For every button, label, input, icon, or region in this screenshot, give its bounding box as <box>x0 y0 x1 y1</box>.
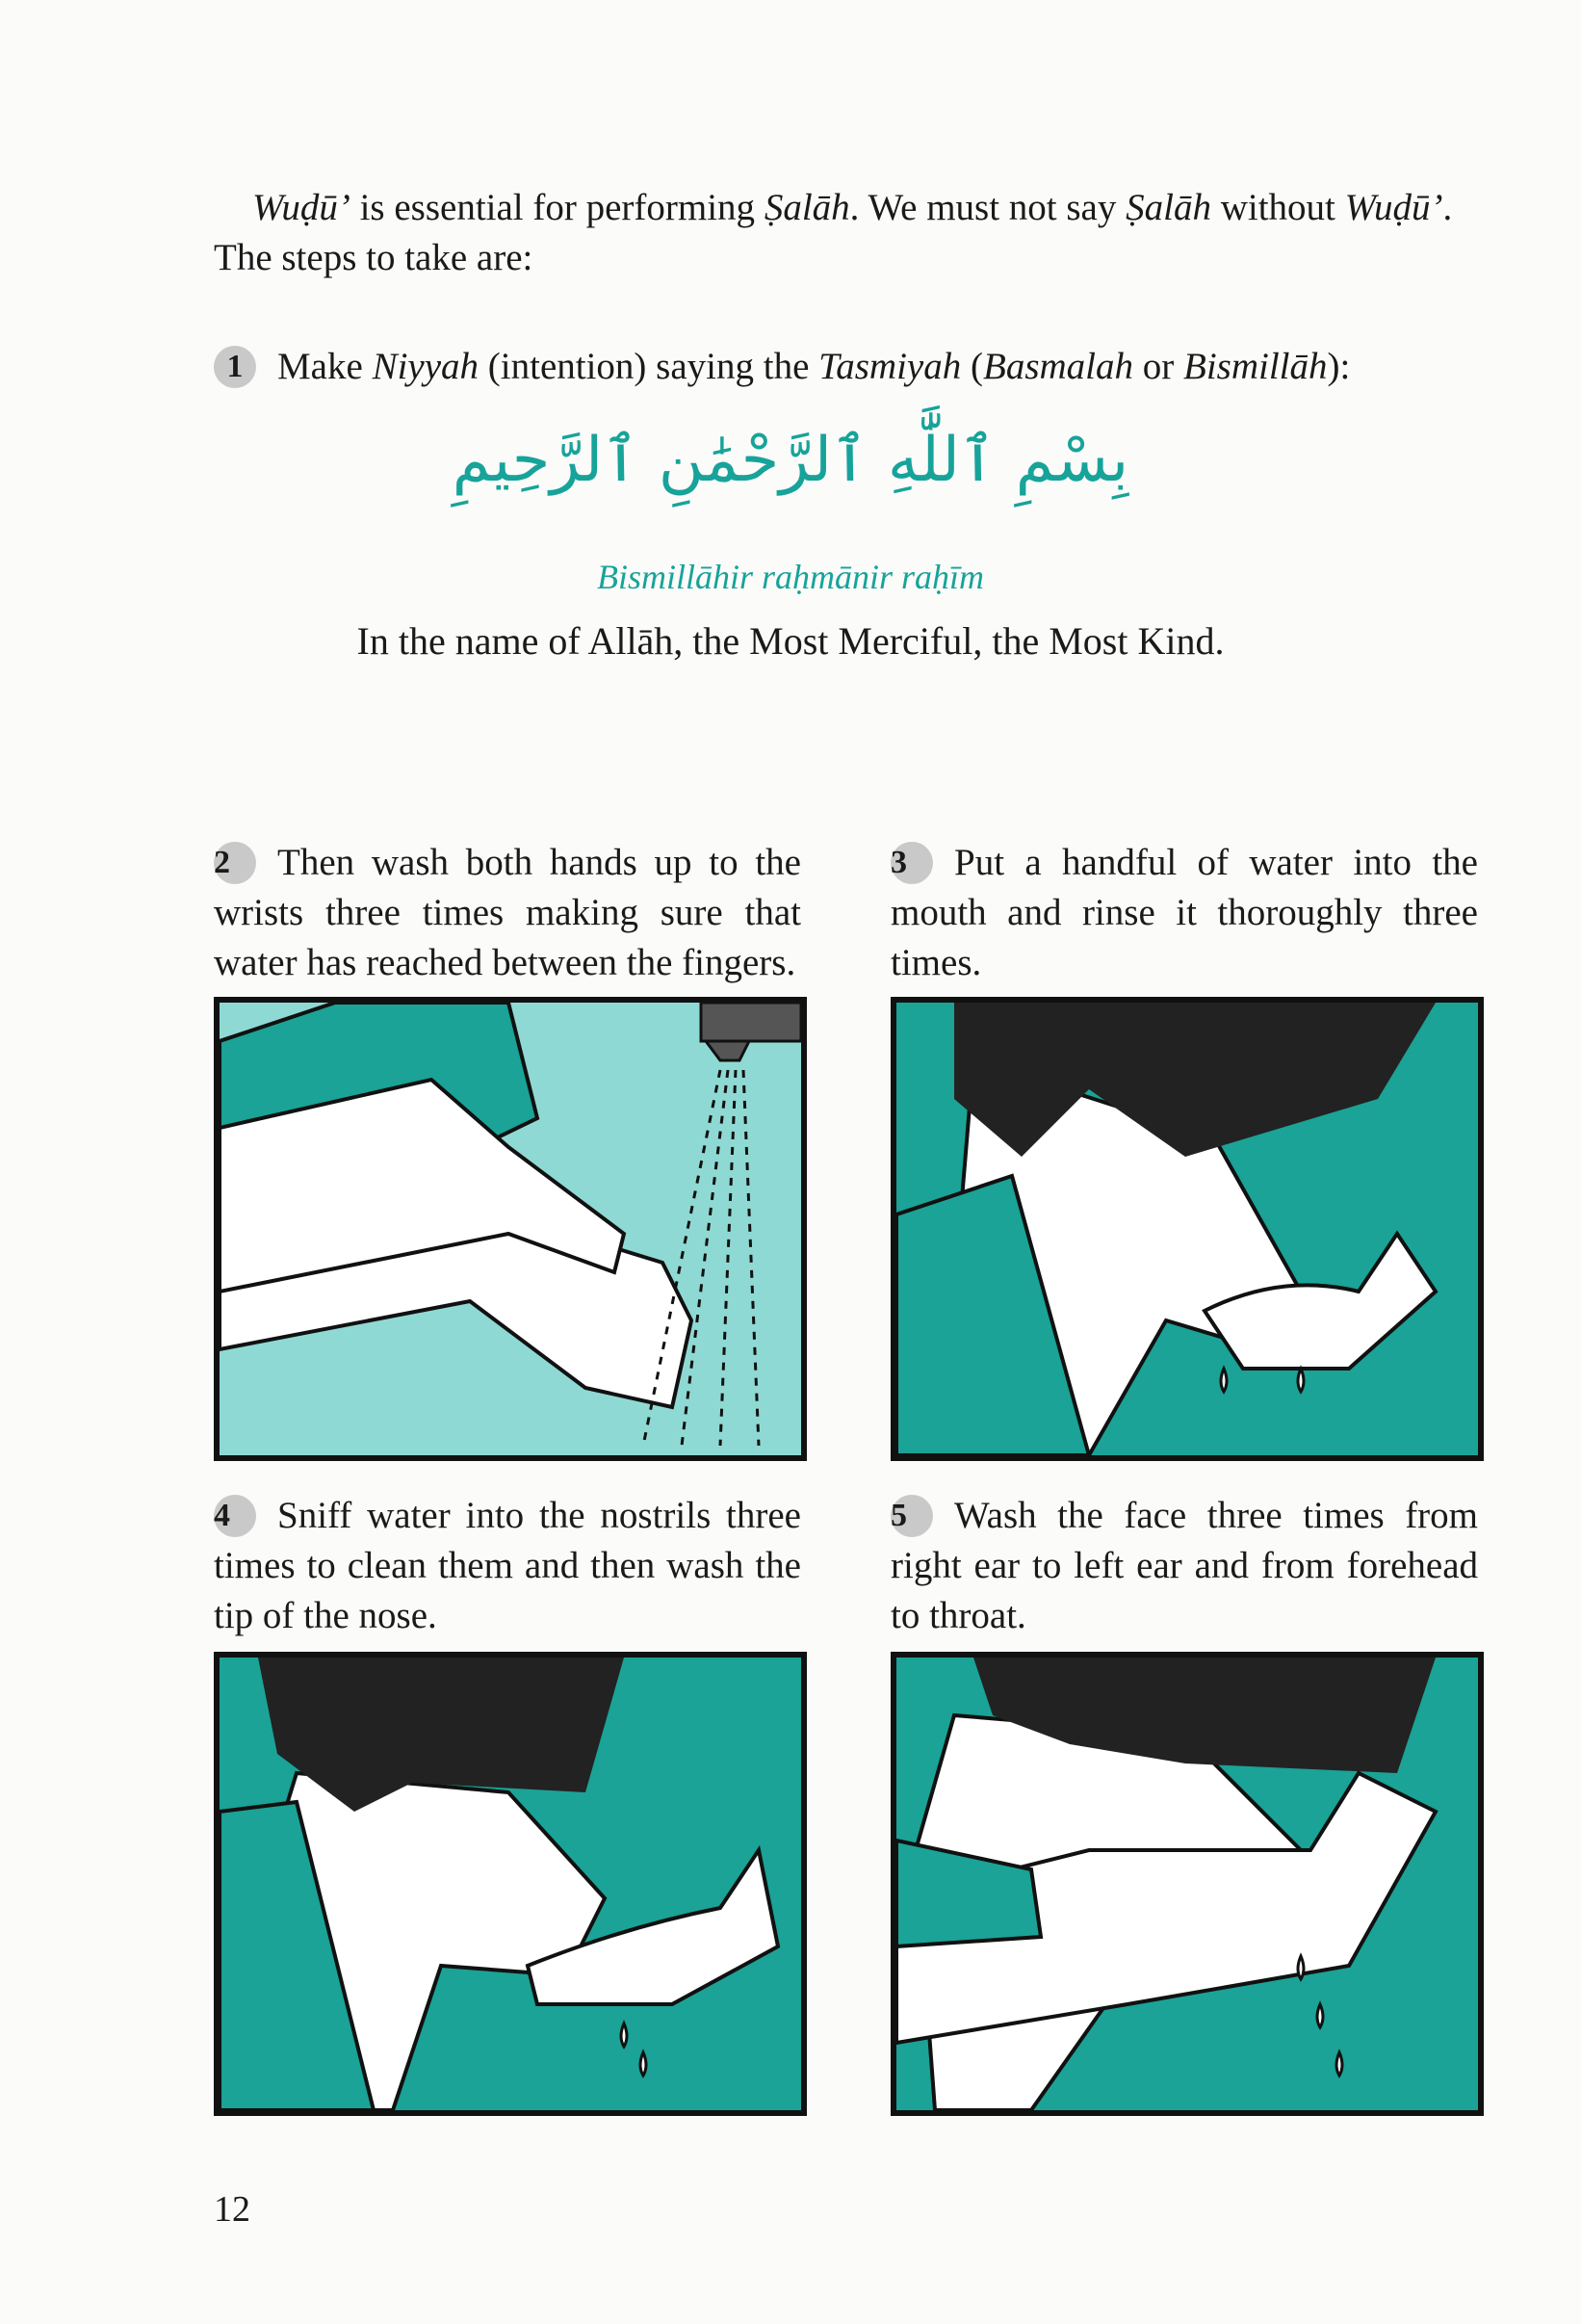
step-text: Put a handful of water into the mouth and rinse it thoroughly three times. <box>891 842 1478 983</box>
intro-line-2: The steps to take are: <box>214 237 533 278</box>
illustration-washing-face <box>891 1652 1484 2116</box>
intro-text: is essential for performing <box>350 187 765 228</box>
basmalah-transliteration: Bismillāhir raḥmānir raḥīm <box>596 558 985 596</box>
step-5 <box>891 1491 1478 1641</box>
term-niyyah: Niyyah <box>372 346 479 387</box>
intro-line-1 <box>214 183 1485 233</box>
basmalah-arabic: بِسْمِ ٱللَّٰهِ ٱلرَّحْمَٰنِ ٱلرَّحِيمِ <box>452 425 1129 496</box>
step-text: Wash the face three times from right ear to left ear and from forehead to throat. <box>891 1495 1478 1636</box>
term-wudu: Wuḍū’ <box>252 187 350 228</box>
step-3 <box>891 838 1478 988</box>
illustration-washing-hands <box>214 997 807 1461</box>
step-number-badge: 4 <box>214 1495 256 1537</box>
step-text: ( <box>961 346 983 387</box>
term-salah: Ṣalāh <box>1126 187 1211 228</box>
step-number-badge: 3 <box>891 842 933 884</box>
step-number-badge: 1 <box>214 346 256 388</box>
step-text: Then wash both hands up to the wrists three times making sure that water has reached between the fingers. <box>214 842 801 983</box>
term-tasmiyah: Tasmiyah <box>818 346 962 387</box>
intro-text: without <box>1210 187 1345 228</box>
basmalah-meaning: In the name of Allāh, the Most Merciful, the Most Kind. <box>356 619 1225 663</box>
intro-text: . We must not say <box>849 187 1127 228</box>
step-2 <box>214 838 801 988</box>
step-1 <box>214 342 1485 392</box>
illustration-rinsing-mouth <box>891 997 1484 1461</box>
term-salah: Ṣalāh <box>764 187 850 228</box>
step-number-badge: 2 <box>214 842 256 884</box>
step-text: (intention) saying the <box>479 346 819 387</box>
illustration-sniffing-water <box>214 1652 807 2116</box>
step-number-badge: 5 <box>891 1495 933 1537</box>
intro-paragraph <box>214 183 1485 283</box>
intro-text: . <box>1442 187 1453 228</box>
page-number: 12 <box>214 2189 250 2230</box>
step-text: ): <box>1327 346 1351 387</box>
step-text: Sniff water into the nostrils three times to clean them and then wash the tip of the nose. <box>214 1495 801 1636</box>
term-basmalah: Basmalah <box>983 346 1133 387</box>
step-text: or <box>1133 346 1183 387</box>
term-wudu: Wuḍū’ <box>1344 187 1443 228</box>
step-4 <box>214 1491 801 1641</box>
term-bismillah: Bismillāh <box>1183 346 1328 387</box>
step-text: Make <box>277 346 373 387</box>
